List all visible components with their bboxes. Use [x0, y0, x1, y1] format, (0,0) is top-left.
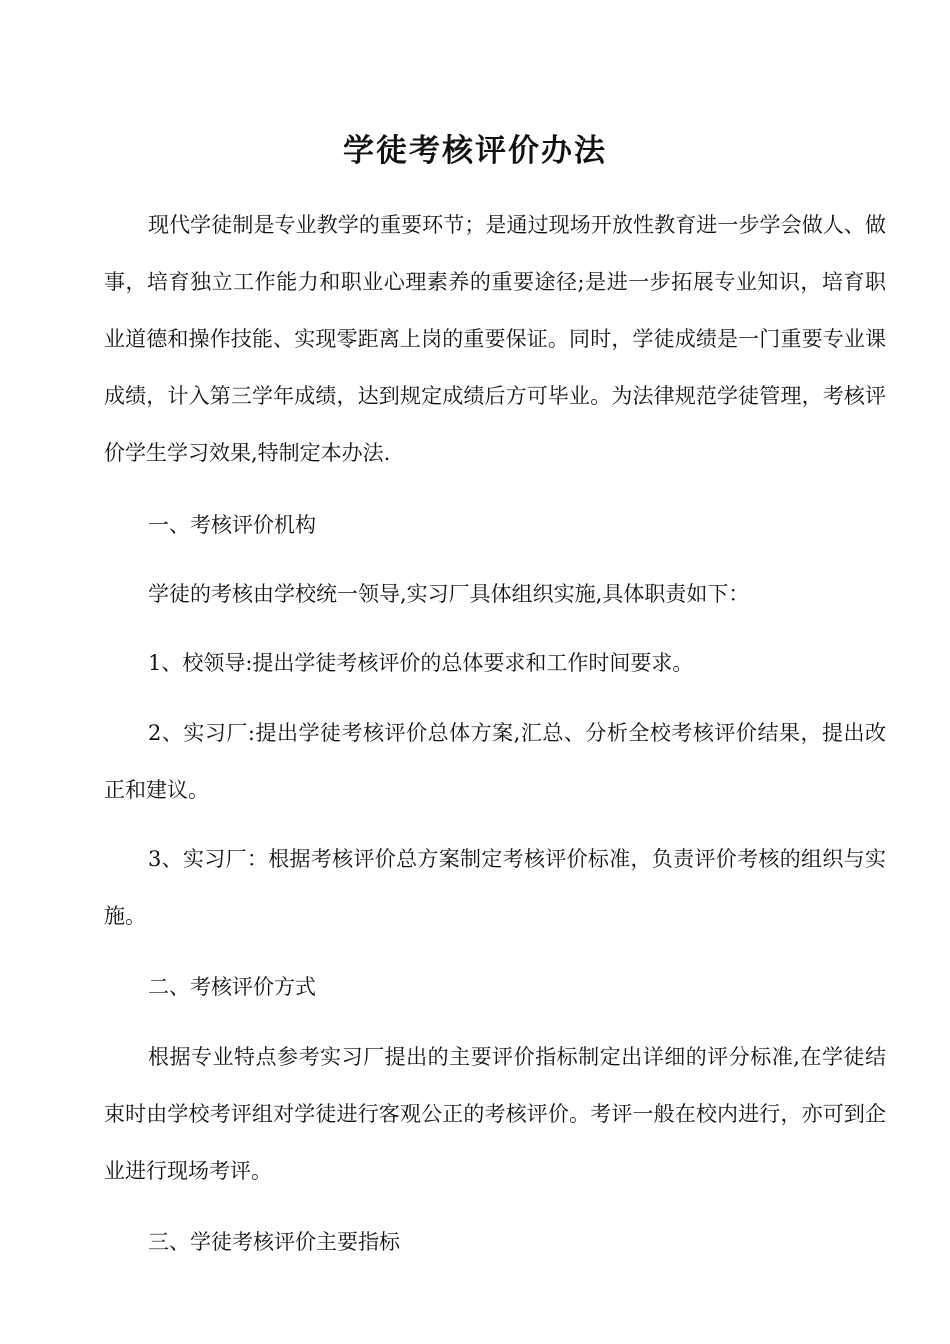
section-3-heading: 三、学徒考核评价主要指标: [148, 1230, 400, 1254]
intro-paragraph: 现代学徒制是专业教学的重要环节；是通过现场开放性教育进一步学会做人、做事，培育独立工作能力和职业心理素养的重要途径;是进一步拓展专业知识，培育职业道德和操作技能、实现零距离上岗的重要保证。同时，学徒成绩是一门重要专业课成绩，计入第三学年成绩，达到规定成绩后方可毕业。为法律规范学徒管理，考核评价学生学习效果,特制定本办法.: [104, 213, 886, 465]
section-1-item-2: 2、实习厂:提出学徒考核评价总体方案,汇总、分析全校考核评价结果，提出改正和建议。: [104, 721, 886, 802]
section-2-body: 根据专业特点参考实习厂提出的主要评价指标制定出详细的评分标准,在学徒结束时由学校考评组对学徒进行客观公正的考核评价。考评一般在校内进行，亦可到企业进行现场考评。: [104, 1045, 886, 1183]
document-title: 学徒考核评价办法: [343, 133, 607, 169]
section-2-heading: 二、考核评价方式: [148, 975, 316, 999]
section-1-heading: 一、考核评价机构: [148, 513, 316, 537]
section-1-lead: 学徒的考核由学校统一领导,实习厂具体组织实施,具体职责如下：: [148, 582, 750, 606]
section-1-item-3: 3、实习厂：根据考核评价总方案制定考核评价标准，负责评价考核的组织与实施。: [104, 847, 886, 928]
section-1-item-1: 1、校领导:提出学徒考核评价的总体要求和工作时间要求。: [148, 651, 694, 675]
